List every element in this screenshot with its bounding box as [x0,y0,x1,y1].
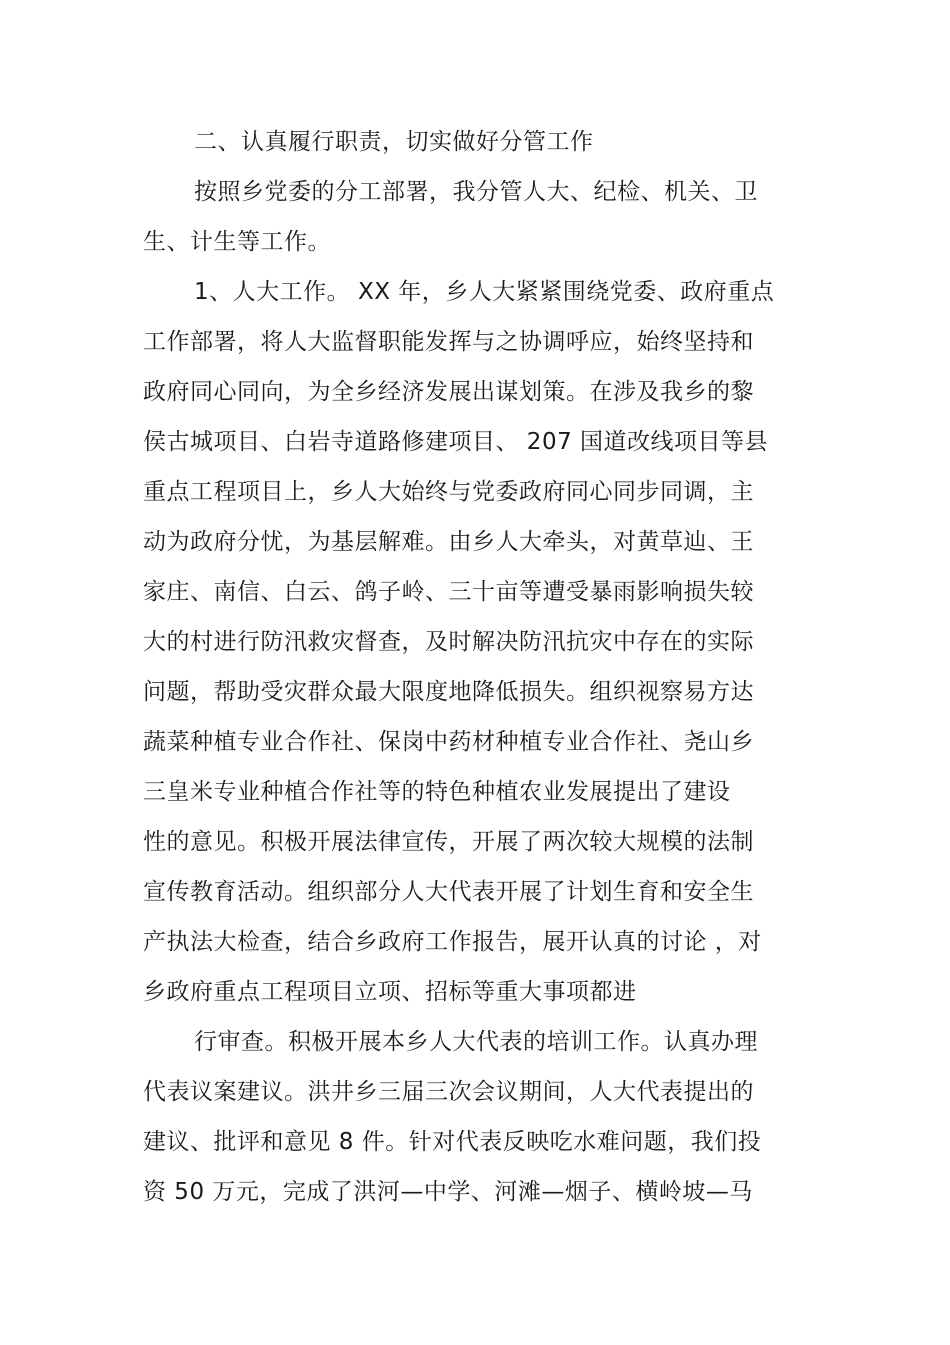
paragraph-line: 宣传教育活动。组织部分人大代表开展了计划生育和安全生 [143,879,754,905]
paragraph-line: 重点工程项目上，乡人大始终与党委政府同心同步同调，主 [143,479,754,505]
paragraph-line: 按照乡党委的分工部署，我分管人大、纪检、机关、卫 [194,179,758,205]
paragraph-line: 动为政府分忧，为基层解难。由乡人大牵头，对黄草辿、王 [143,529,754,555]
paragraph-line: 家庄、南信、白云、鸽子岭、三十亩等遭受暴雨影响损失较 [143,579,754,605]
section-heading: 二、认真履行职责，切实做好分管工作 [194,129,594,155]
paragraph-line: 蔬菜种植专业合作社、保岗中药材种植专业合作社、尧山乡 [143,729,754,755]
paragraph-line: 建议、批评和意见 8 件。针对代表反映吃水难问题，我们投 [143,1129,762,1155]
paragraph-line: 产执法大检查，结合乡政府工作报告，展开认真的讨论 ，对 [143,929,762,955]
paragraph-line: 性的意见。积极开展法律宣传，开展了两次较大规模的法制 [143,829,754,855]
paragraph-line: 问题，帮助受灾群众最大限度地降低损失。组织视察易方达 [143,679,754,705]
paragraph-line: 代表议案建议。洪井乡三届三次会议期间，人大代表提出的 [143,1079,754,1105]
paragraph-line: 侯古城项目、白岩寺道路修建项目、 207 国道改线项目等县 [143,429,769,455]
paragraph-line: 资 50 万元，完成了洪河—中学、河滩—烟子、横岭坡—马 [143,1179,753,1205]
paragraph-line: 生、计生等工作。 [143,229,331,255]
paragraph-line: 工作部署，将人大监督职能发挥与之协调呼应，始终坚持和 [143,329,754,355]
paragraph-line: 1、人大工作。 XX 年，乡人大紧紧围绕党委、政府重点 [194,279,775,305]
paragraph-line: 行审查。积极开展本乡人大代表的培训工作。认真办理 [194,1029,758,1055]
paragraph-line: 大的村进行防汛救灾督查，及时解决防汛抗灾中存在的实际 [143,629,754,655]
paragraph-line: 政府同心同向，为全乡经济发展出谋划策。在涉及我乡的黎 [143,379,754,405]
paragraph-line: 三皇米专业种植合作社等的特色种植农业发展提出了建设 [143,779,731,805]
paragraph-line: 乡政府重点工程项目立项、招标等重大事项都进 [143,979,637,1005]
